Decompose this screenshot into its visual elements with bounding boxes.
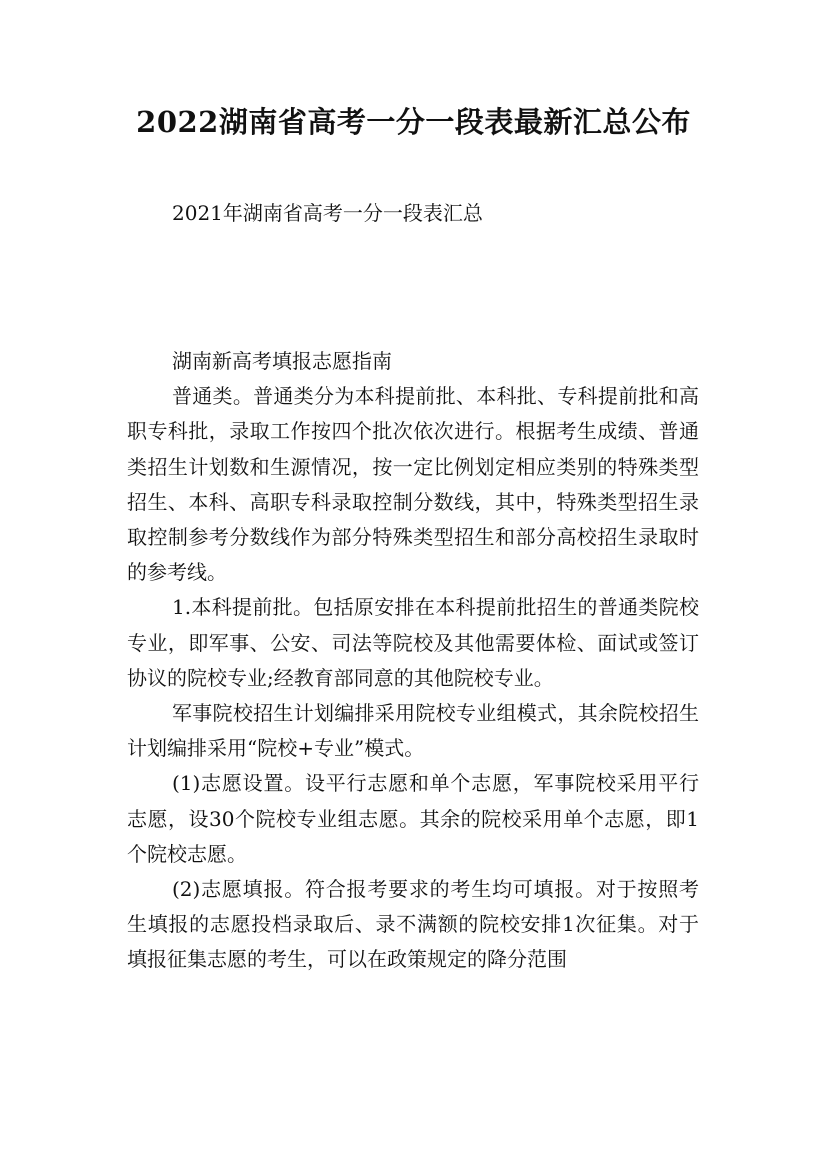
document-subtitle: 2021年湖南省高考一分一段表汇总	[172, 201, 483, 225]
paragraph-guide-heading: 湖南新高考填报志愿指南	[172, 349, 392, 373]
paragraph-military-plan: 军事院校招生计划编排采用院校专业组模式，其余院校招生计划编排采用“院校+专业”模式。	[127, 701, 699, 761]
paragraph-volunteer-setting: (1)志愿设置。设平行志愿和单个志愿，军事院校采用平行志愿，设30个院校专业组志愿。其余的院校采用单个志愿，即1个院校志愿。	[127, 771, 699, 866]
paragraph-volunteer-filling: (2)志愿填报。符合报考要求的考生均可填报。对于按照考生填报的志愿投档录取后、录不满额的院校安排1次征集。对于填报征集志愿的考生，可以在政策规定的降分范围	[127, 877, 699, 972]
paragraph-undergraduate-early-batch: 1.本科提前批。包括原安排在本科提前批招生的普通类院校专业，即军事、公安、司法等院校及其他需要体检、面试或签订协议的院校专业;经教育部同意的其他院校专业。	[127, 595, 699, 690]
document-body	[127, 344, 699, 978]
paragraph-general-category: 普通类。普通类分为本科提前批、本科批、专科提前批和高职专科批，录取工作按四个批次依次进行。根据考生成绩、普通类招生计划数和生源情况，按一定比例划定相应类别的特殊类型招生、本科、高职专科录取控制分数线，其中，特殊类型招生录取控制参考分数线作为部分特殊类型招生和部分高校招生录取时的参考线。	[127, 384, 699, 585]
document-title: 2022湖南省高考一分一段表最新汇总公布	[136, 105, 691, 139]
